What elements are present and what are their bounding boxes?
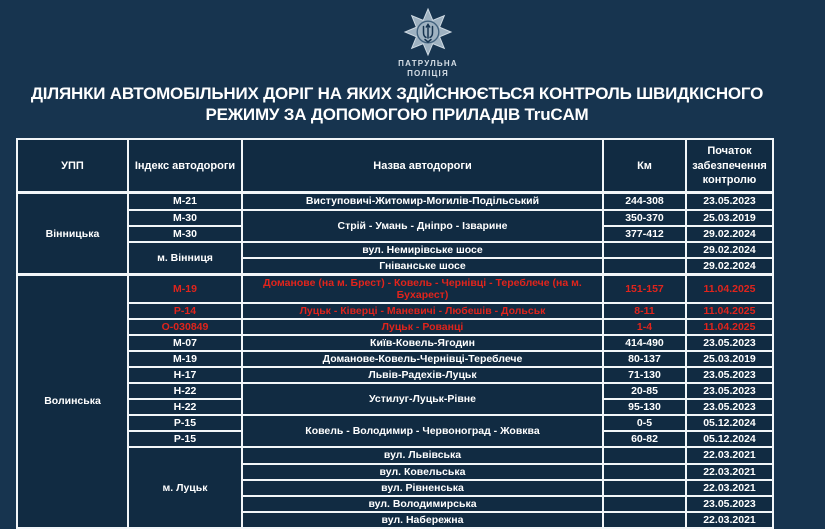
table-cell: 29.02.2024 [686, 226, 773, 242]
table-cell: 1-4 [603, 319, 686, 335]
table-cell: 25.03.2019 [686, 351, 773, 367]
table-cell: Н-17 [128, 367, 242, 383]
speed-control-table [16, 138, 774, 528]
table-cell: Доманове (на м. Брест) - Ковель - Чернівці - Тереблече (на м. Бухарест) [242, 274, 603, 303]
table-row [17, 319, 773, 335]
table-cell: вул. Львівська [242, 447, 603, 463]
table-cell: О-030849 [128, 319, 242, 335]
table-header-row [17, 139, 773, 193]
column-header: Початок забезпечення контролю [686, 139, 773, 193]
table-cell: м. Вінниця [128, 242, 242, 275]
table-cell: Доманове-Ковель-Чернівці-Тереблече [242, 351, 603, 367]
table-cell [603, 258, 686, 275]
police-star-badge-icon [404, 8, 452, 56]
table-row [17, 335, 773, 351]
table-cell: Вінницька [17, 193, 128, 274]
table-cell [603, 464, 686, 480]
table-cell: М-30 [128, 226, 242, 242]
table-cell: Устилуг-Луцьк-Рівне [242, 383, 603, 415]
table-cell [603, 496, 686, 512]
table-cell: 05.12.2024 [686, 415, 773, 431]
table-cell: Гніванське шосе [242, 258, 603, 275]
page-title-line1: ДІЛЯНКИ АВТОМОБІЛЬНИХ ДОРІГ НА ЯКИХ ЗДІЙСНЮЄТЬСЯ КОНТРОЛЬ ШВИДКІСНОГО [30, 84, 764, 103]
table-cell: 23.05.2023 [686, 383, 773, 399]
table-cell: Луцьк - Ківерці - Маневичі - Любешів - Дольськ [242, 303, 603, 319]
table-cell: М-19 [128, 274, 242, 303]
table-cell: 8-11 [603, 303, 686, 319]
table-row [17, 242, 773, 258]
table-cell: 60-82 [603, 431, 686, 447]
table-cell: 22.03.2021 [686, 447, 773, 463]
table-cell: М-30 [128, 210, 242, 226]
table-cell [603, 512, 686, 528]
table-cell: 71-130 [603, 367, 686, 383]
table-cell: 29.02.2024 [686, 242, 773, 258]
table-cell: 23.05.2023 [686, 193, 773, 210]
table-cell: 11.04.2025 [686, 303, 773, 319]
table-cell: 25.03.2019 [686, 210, 773, 226]
table-cell: 29.02.2024 [686, 258, 773, 275]
table-cell: Львів-Радехів-Луцьк [242, 367, 603, 383]
table-row [17, 415, 773, 431]
table-cell: Виступовичі-Житомир-Могилів-Подільський [242, 193, 603, 210]
table-cell: Р-14 [128, 303, 242, 319]
column-header: Індекс автодороги [128, 139, 242, 193]
org-name-line1: ПАТРУЛЬНА [398, 59, 458, 68]
table-cell: вул. Ковельська [242, 464, 603, 480]
table-cell: 05.12.2024 [686, 431, 773, 447]
org-name-line2: ПОЛІЦІЯ [407, 69, 449, 78]
table-row [17, 210, 773, 226]
patrol-police-logo [31, 0, 825, 79]
table-cell: вул. Немирівське шосе [242, 242, 603, 258]
table-row [17, 447, 773, 463]
table-cell [603, 242, 686, 258]
table-cell: 151-157 [603, 274, 686, 303]
table-cell: м. Луцьк [128, 447, 242, 527]
table-cell: Р-15 [128, 431, 242, 447]
table-cell: 22.03.2021 [686, 512, 773, 528]
table-cell: 22.03.2021 [686, 464, 773, 480]
table-cell: 350-370 [603, 210, 686, 226]
table-cell: 11.04.2025 [686, 274, 773, 303]
table-cell: 0-5 [603, 415, 686, 431]
table-cell: вул. Володимирська [242, 496, 603, 512]
table-cell [603, 447, 686, 463]
table-cell: 23.05.2023 [686, 399, 773, 415]
table-cell: Волинська [17, 274, 128, 528]
table-row [17, 383, 773, 399]
table-cell: 414-490 [603, 335, 686, 351]
table-cell: 244-308 [603, 193, 686, 210]
table-row [17, 193, 773, 210]
table-row [17, 351, 773, 367]
table-cell: Н-22 [128, 383, 242, 399]
table-cell: М-19 [128, 351, 242, 367]
table-cell: 95-130 [603, 399, 686, 415]
table-cell: 23.05.2023 [686, 496, 773, 512]
column-header: УПП [17, 139, 128, 193]
table-cell: Р-15 [128, 415, 242, 431]
table-cell: М-07 [128, 335, 242, 351]
table-cell: 377-412 [603, 226, 686, 242]
page-title [0, 84, 794, 125]
table-cell [603, 480, 686, 496]
table-cell: Стрій - Умань - Дніпро - Ізварине [242, 210, 603, 242]
table-cell: 23.05.2023 [686, 335, 773, 351]
page-title-line2: РЕЖИМУ ЗА ДОПОМОГОЮ ПРИЛАДІВ TruCAM [205, 104, 589, 124]
table-row [17, 274, 773, 303]
table-cell: 23.05.2023 [686, 367, 773, 383]
table-row [17, 303, 773, 319]
table-cell: 11.04.2025 [686, 319, 773, 335]
table-cell: вул. Набережна [242, 512, 603, 528]
table-cell: Луцьк - Рованці [242, 319, 603, 335]
table-cell: М-21 [128, 193, 242, 210]
table-cell: 20-85 [603, 383, 686, 399]
table-cell: 80-137 [603, 351, 686, 367]
table-body [17, 193, 773, 528]
speed-control-table-wrap [16, 138, 794, 528]
table-cell: 22.03.2021 [686, 480, 773, 496]
table-row [17, 367, 773, 383]
table-cell: Київ-Ковель-Ягодин [242, 335, 603, 351]
column-header: Км [603, 139, 686, 193]
table-cell: Н-22 [128, 399, 242, 415]
table-cell: Ковель - Володимир - Червоноград - Жовква [242, 415, 603, 447]
column-header: Назва автодороги [242, 139, 603, 193]
table-cell: вул. Рівненська [242, 480, 603, 496]
